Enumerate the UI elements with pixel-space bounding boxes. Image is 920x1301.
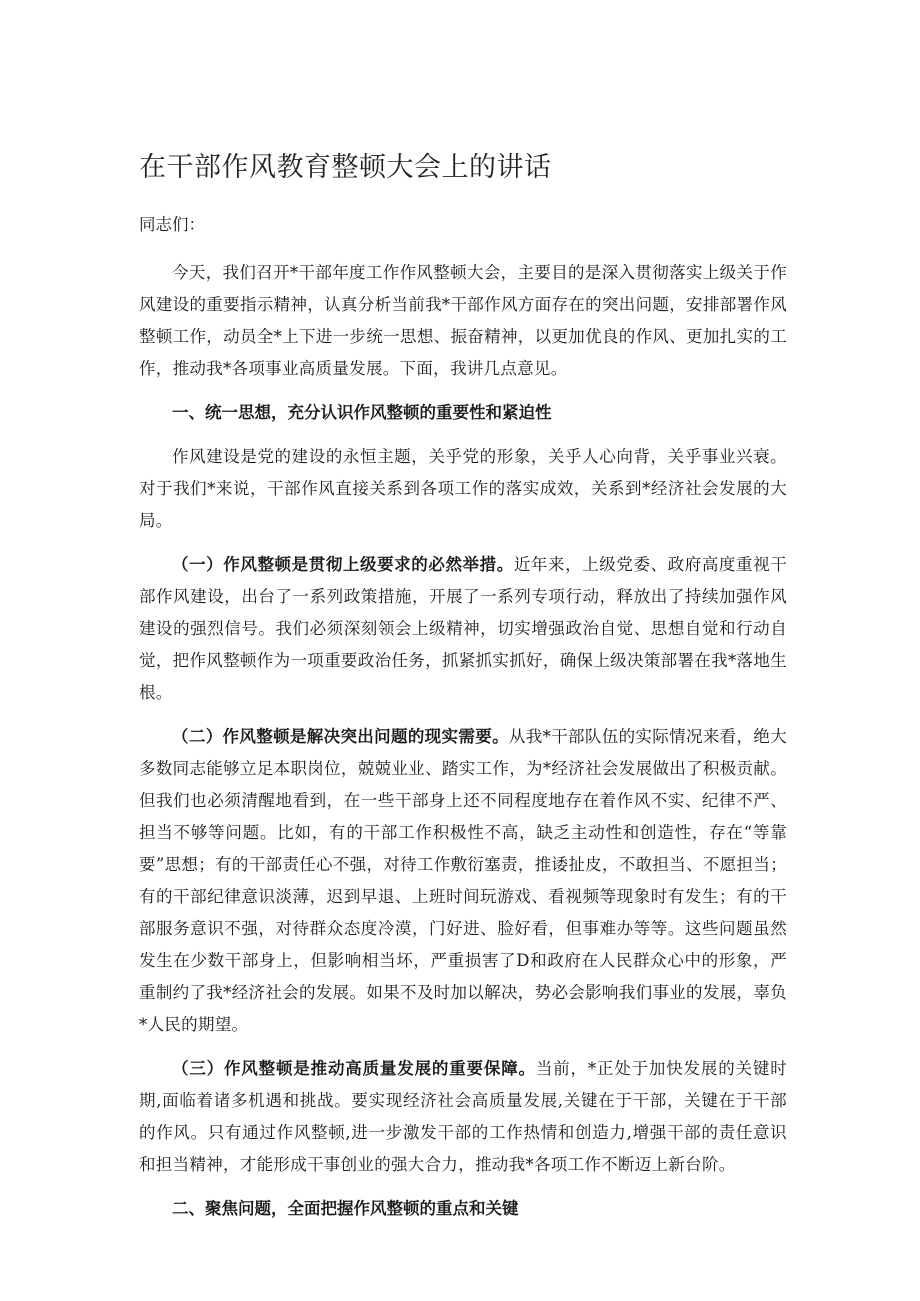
point-2-lead: （二）作风整顿是解决突出问题的现实需要。 [172,727,509,746]
point-2-paragraph [139,721,787,1041]
point-1-body: 近年来，上级党委、政府高度重视干部作风建设，出台了一系列政策措施，开展了一系列专项行动，释放出了持续加强作风建设的强烈信号。我们必须深刻领会上级精神，切实增强政治自觉、思想自觉和行动自觉，把作风整顿作为一项重要政治任务，抓紧抓实抓好，确保上级决策部署在我*落地生根。 [139,555,787,702]
intro-paragraph: 今天，我们召开*干部年度工作作风整顿大会，主要目的是深入贯彻落实上级关于作风建设的重要指示精神，认真分析当前我*干部作风方面存在的突出问题，安排部署作风整顿工作，动员全*上下进一步统一思想、振奋精神，以更加优良的作风、更加扎实的工作，推动我*各项事业高质量发展。下面，我讲几点意见。 [139,263,787,378]
page-title: 在干部作风教育整顿大会上的讲话 [139,152,552,183]
point-3-paragraph [139,1053,787,1181]
section-heading-2: 二、聚焦问题，全面把握作风整顿的重点和关键 [172,1199,519,1218]
document-body [139,145,787,1237]
point-1-lead: （一）作风整顿是贯彻上级要求的必然举措。 [172,555,514,574]
point-1-paragraph [139,549,787,709]
point-3-body: 当前，*正处于加快发展的关键时期,面临着诸多机遇和挑战。要实现经济社会高质量发展,关键在于干部，关键在于干部的作风。只有通过作风整顿,进一步激发干部的工作热情和创造力,增强干部的责任意识和担当精神，才能形成干事创业的强大合力，推动我*各项工作不断迈上新台阶。 [139,1059,787,1174]
section-1-paragraph: 作风建设是党的建设的永恒主题，关乎党的形象，关乎人心向背，关乎事业兴衰。对于我们*来说，干部作风直接关系到各项工作的落实成效，关系到*经济社会发展的大局。 [139,447,787,530]
salutation: 同志们： [139,215,205,234]
point-3-lead: （三）作风整顿是推动高质量发展的重要保障。 [172,1059,536,1078]
point-2-body: 从我*干部队伍的实际情况来看，绝大多数同志能够立足本职岗位，兢兢业业、踏实工作，为*经济社会发展做出了积极贡献。但我们也必须清醒地看到，在一些干部身上还不同程度地存在着作风不实、纪律不严、担当不够等问题。比如，有的干部工作积极性不高，缺乏主动性和创造性，存在“等靠要”思想；有的干部责任心不强，对待工作敷衍塞责，推诿扯皮，不敢担当、不愿担当；有的干部纪律意识淡薄，迟到早退、上班时间玩游戏、看视频等现象时有发生；有的干部服务意识不强，对待群众态度冷漠，门好进、脸好看，但事难办等等。这些问题虽然发生在少数干部身上，但影响相当坏，严重损害了D和政府在人民群众心中的形象，严重制约了我*经济社会的发展。如果不及时加以解决，势必会影响我们事业的发展，辜负*人民的期望。 [139,727,788,1034]
section-heading-1: 一、统一思想，充分认识作风整顿的重要性和紧迫性 [172,403,552,422]
